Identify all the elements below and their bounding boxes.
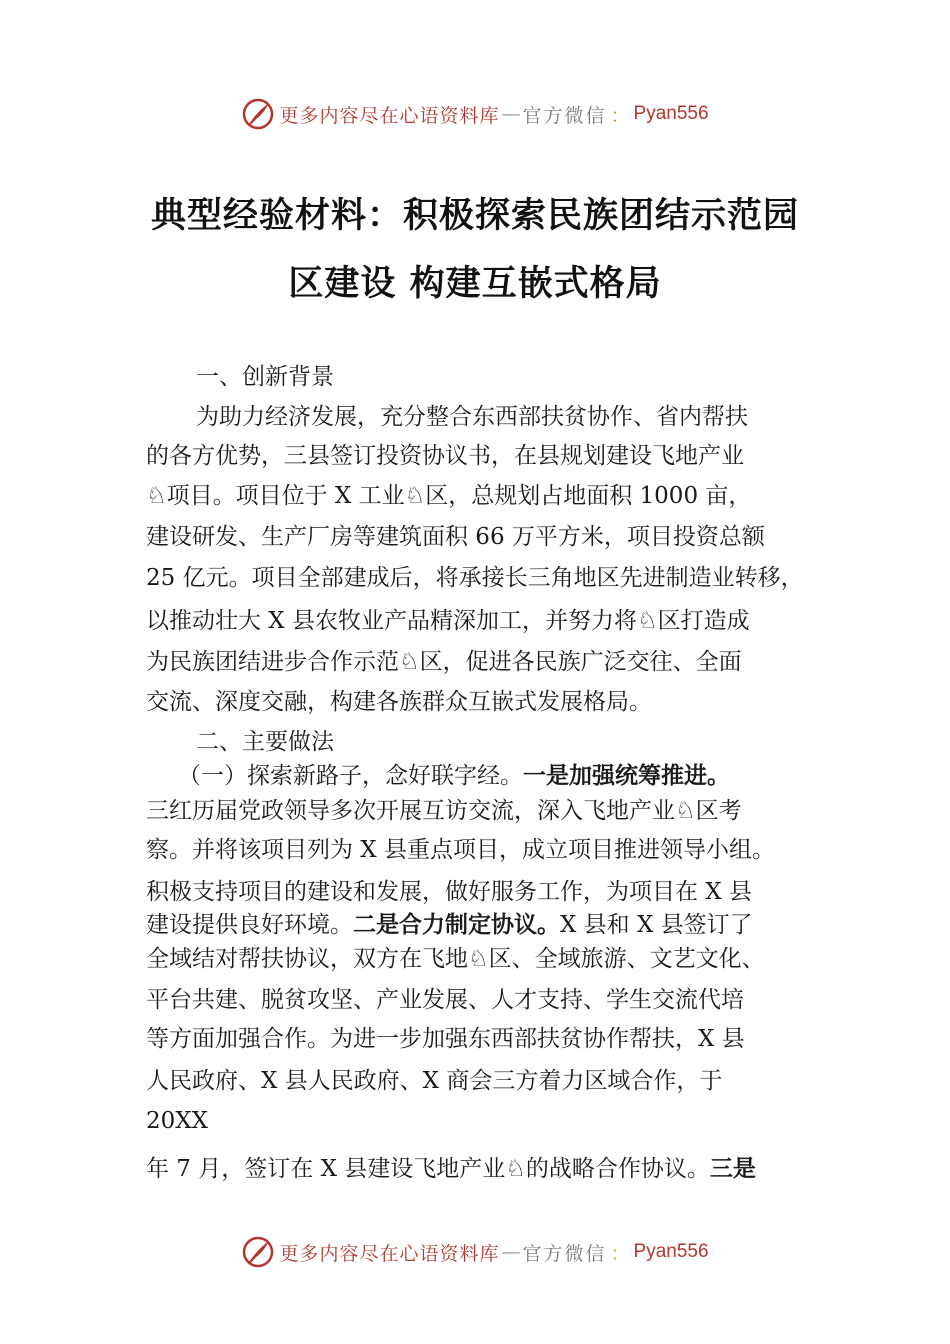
point-one-bold: 一是加强统筹推进。 [523, 763, 730, 789]
watermark-banner-top [0, 94, 950, 134]
paragraph-3-line: 全域结对帮扶协议，双方在飞地♘区、全域旅游、文艺文化、 [146, 946, 765, 972]
watermark-site-name: 更多内容尽在心语资料库 [279, 1242, 500, 1265]
paragraph-1-line: 为助力经济发展，充分整合东西部扶贫协作、省内帮扶 [196, 404, 748, 430]
watermark-wechat-id: Pyan556 [633, 1241, 709, 1262]
paragraph-1-line: 建设研发、生产厂房等建筑面积 66 万平方米，项目投资总额 [146, 524, 765, 550]
subsection-1-line [178, 761, 868, 791]
document-title-line-2: 区建设 构建互嵌式格局 [288, 263, 662, 304]
section-heading-1: 一、创新背景 [196, 364, 334, 390]
watermark-colon: ： [610, 1242, 630, 1265]
paragraph-2-line-4-end: X 县和 X 县签订了 [560, 912, 753, 938]
feather-pen-logo-icon [241, 97, 275, 131]
paragraph-1-line: 25 亿元。项目全部建成后，将承接长三角地区先进制造业转移， [146, 565, 804, 591]
paragraph-2-line: 三红历届党政领导多次开展互访交流，深入飞地产业♘区考 [146, 798, 742, 824]
paragraph-1-line: ♘项目。项目位于 X 工业♘区，总规划占地面积 1000 亩， [146, 483, 752, 509]
paragraph-2-line: 积极支持项目的建设和发展，做好服务工作，为项目在 X 县 [146, 879, 752, 905]
paragraph-1-line: 为民族团结进步合作示范♘区，促进各民族广泛交往、全面 [146, 649, 742, 675]
paragraph-1-line: 的各方优势，三县签订投资协议书，在县规划建设飞地产业 [146, 443, 744, 469]
watermark-banner-bottom [0, 1232, 950, 1272]
watermark-wechat-id: Pyan556 [633, 103, 709, 124]
paragraph-3-line: 平台共建、脱贫攻坚、产业发展、人才支持、学生交流代培 [146, 987, 744, 1013]
section-heading-2: 二、主要做法 [196, 729, 334, 755]
watermark-site-name: 更多内容尽在心语资料库 [279, 104, 500, 127]
paragraph-2-line: 察。并将该项目列为 X 县重点项目，成立项目推进领导小组。 [146, 837, 775, 863]
paragraph-2-line-mixed [146, 910, 836, 940]
watermark-wechat-label: 官方微信 [522, 104, 607, 127]
watermark-colon: ： [610, 104, 630, 127]
paragraph-1-line: 以推动壮大 X 县农牧业产品精深加工，并努力将♘区打造成 [146, 608, 750, 634]
watermark-separator: — [501, 103, 521, 125]
paragraph-2-line-4-start: 建设提供良好环境。 [146, 912, 353, 938]
watermark-wechat-label: 官方微信 [522, 1242, 607, 1265]
point-two-bold: 二是合力制定协议。 [353, 912, 560, 938]
paragraph-3-line: 20XX [146, 1108, 209, 1134]
subsection-1-heading: （一）探索新路子，念好联字经。 [178, 763, 523, 789]
document-title-line-1: 典型经验材料：积极探索民族团结示范园 [150, 195, 799, 236]
point-three-bold: 三是 [709, 1156, 756, 1182]
paragraph-3-line: 等方面加强合作。为进一步加强东西部扶贫协作帮扶，X 县 [146, 1026, 745, 1052]
paragraph-3-line: 人民政府、X 县人民政府、X 商会三方着力区域合作，于 [146, 1068, 723, 1094]
watermark-separator: — [501, 1241, 521, 1263]
paragraph-last-line [146, 1154, 836, 1184]
last-line-text: 年 7 月，签订在 X 县建设飞地产业♘的战略合作协议。 [146, 1156, 710, 1182]
paragraph-1-line: 交流、深度交融，构建各族群众互嵌式发展格局。 [146, 689, 652, 715]
feather-pen-logo-icon [241, 1235, 275, 1269]
